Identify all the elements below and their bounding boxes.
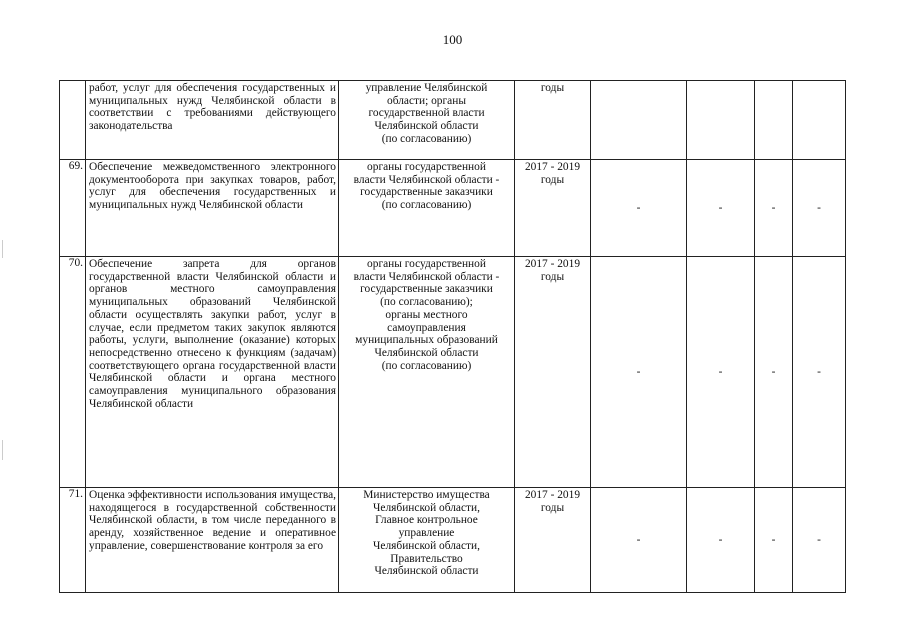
amount-cell: -	[591, 160, 687, 257]
executor: Министерство имущества Челябинской области, Главное контрольное управление Челябинской области, Правительство Челябинской области	[339, 488, 515, 593]
amount-cell: -	[687, 160, 755, 257]
amount-cell: -	[687, 488, 755, 593]
measure-name: Обеспечение межведомственного электронного документооборота при закупках товаров, работ, услуг для обеспечения государственных и муниципальных нужд Челябинской области	[86, 160, 339, 257]
measure-name: Обеспечение запрета для органов государственной власти Челябинской области и органов местного самоуправления муниципальных образований Челябинской области осуществлять закупки работ, услуг в случае, если предметом таких закупок являются работы, услуги, выполнение (оказание) которых непосредственно отнесено к функциям (задачам) соответствующего органа государственной власти Челябинской области и органа местного самоуправления муниципального образования Челябинской области	[86, 257, 339, 488]
amount-cell: -	[591, 488, 687, 593]
row-number: 70.	[60, 257, 86, 488]
row-number: 69.	[60, 160, 86, 257]
table-row	[60, 488, 846, 593]
amount-cell	[793, 81, 846, 160]
period: 2017 - 2019 годы	[515, 257, 591, 488]
period: 2017 - 2019 годы	[515, 160, 591, 257]
executor: управление Челябинской области; органы государственной власти Челябинской области (по согласованию)	[339, 81, 515, 160]
table-row	[60, 81, 846, 160]
amount-cell	[591, 81, 687, 160]
period: годы	[515, 81, 591, 160]
row-number	[60, 81, 86, 160]
table-row	[60, 160, 846, 257]
amount-cell: -	[755, 257, 793, 488]
amount-cell	[755, 81, 793, 160]
measures-table	[59, 80, 846, 593]
amount-cell: -	[793, 488, 846, 593]
amount-cell	[687, 81, 755, 160]
measure-name: Оценка эффективности использования имущества, находящегося в государственной собственности Челябинской области, в том числе переданного в аренду, хозяйственное ведение и оперативное управление, совершенствование контроля за его	[86, 488, 339, 593]
amount-cell: -	[755, 160, 793, 257]
amount-cell: -	[591, 257, 687, 488]
amount-cell: -	[793, 160, 846, 257]
measure-name: работ, услуг для обеспечения государственных и муниципальных нужд Челябинской области в соответствии с требованиями действующего законодательства	[86, 81, 339, 160]
scan-margin-mark	[2, 440, 3, 460]
amount-cell: -	[755, 488, 793, 593]
period: 2017 - 2019 годы	[515, 488, 591, 593]
table-row	[60, 257, 846, 488]
executor: органы государственной власти Челябинской области - государственные заказчики (по согласованию); органы местного самоуправления муниципальных образований Челябинской области (по согласованию)	[339, 257, 515, 488]
page-number: 100	[442, 32, 463, 47]
scan-margin-mark	[2, 240, 3, 258]
executor: органы государственной власти Челябинской области - государственные заказчики (по согласованию)	[339, 160, 515, 257]
amount-cell: -	[793, 257, 846, 488]
row-number: 71.	[60, 488, 86, 593]
amount-cell: -	[687, 257, 755, 488]
